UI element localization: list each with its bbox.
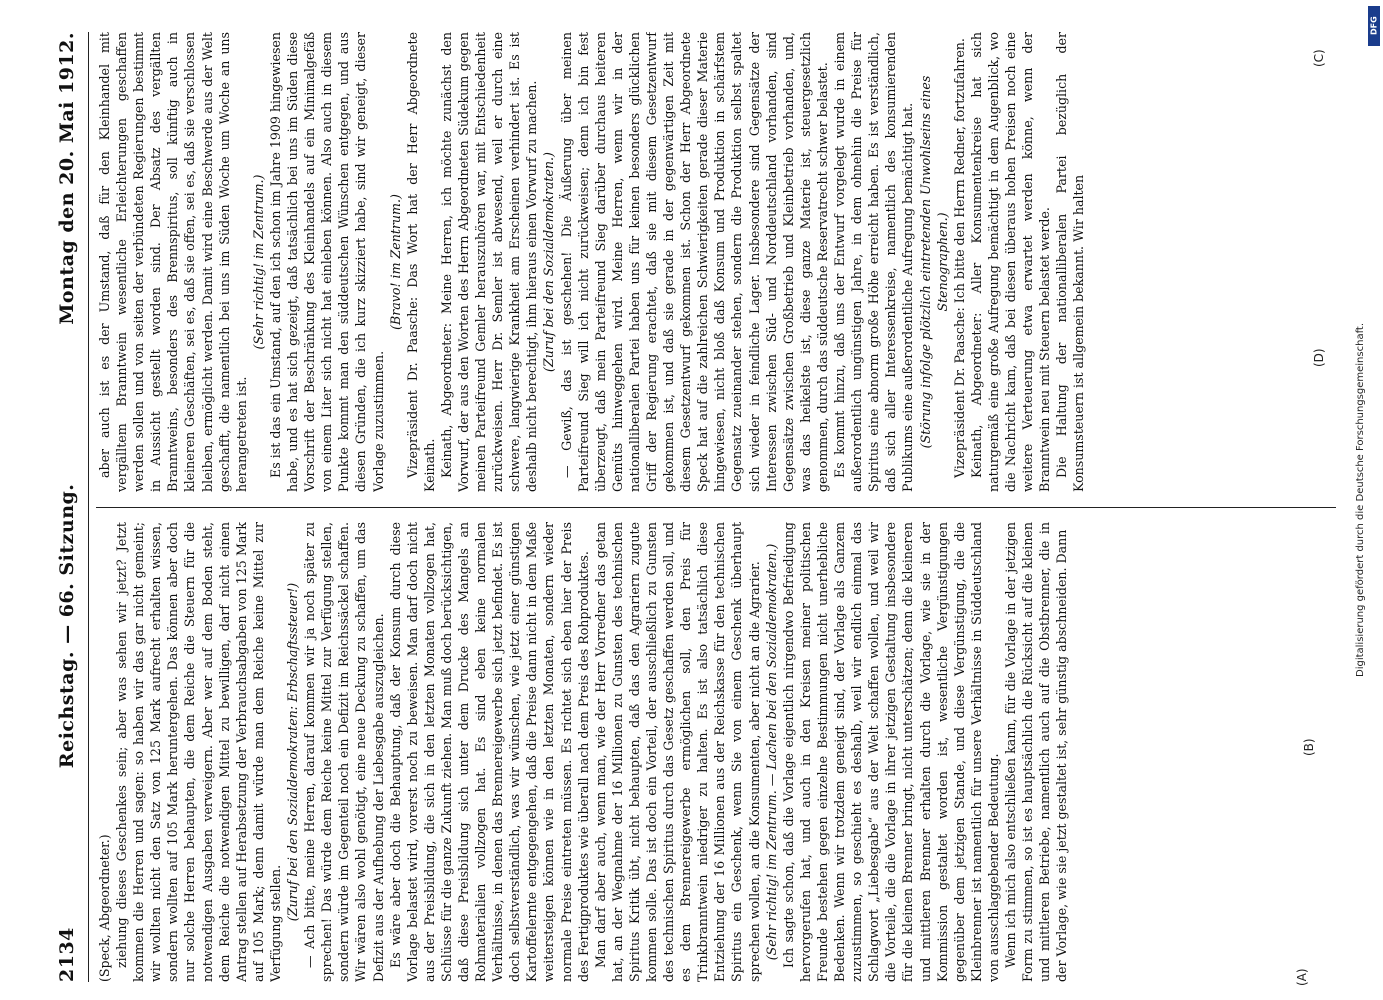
margin-marker-c: (C) [1312,49,1326,67]
left-paragraph: (Zuruf bei den Sozialdemokraten: Erbschaftssteuer!) [285,582,301,922]
left-paragraph: Ich sagte schon, daß die Vorlage eigentlich nirgendwo Befriedigung hervorgerufen hat, und auch in den Kreisen meiner politischen Freunde bestehen gegen einzelne Bestimmungen nicht unerhebliche Bedenken. Wenn wir trotzdem geneigt sind, der Vorlage als Ganzem zuzustimmen, so geschieht es deshalb, weil wir endlich einmal das Schlagwort „Liebesgabe“ aus der Welt schaffen wollen, und weil wir die Vorteile, die die Vorlage in ihrer jetzigen Gestaltung insbesondere für die kleinen Brenner bringt, nicht unterschätzen; denn die kleineren und mittleren Brenner erhalten durch die Vorlage, wie sie in der Kommission gestaltet worden ist, wesentliche Vergünstigungen gegenüber dem jetzigen Stande, und diese Vergünstigung, die die Kleinbrenner ist namentlich für unsere Verhältnisse in Süddeutschland von ausschlaggebender Bedeutung. [780,522,1001,982]
page-title: Reichstag. — 66. Sitzung. [56,483,78,769]
page-number: 2134 [56,927,78,982]
right-paragraph: (Sehr richtig! im Zentrum.) [250,174,266,350]
right-paragraph: Es ist das ein Umstand, auf den ich schon im Jahre 1909 hingewiesen habe, und es hat sich gezeigt, daß tatsächlich bei uns im Süden diese Vorschrift der Beschränkung des Kleinhandels auf ein Minimalgefäß von einem Liter sich nicht hat einleben können. Also auch in diesem Punkte kommt man den süddeutschen Wünschen entgegen, und aus diesen Gründen, die ich kurz skizziert habe, sind wir geneigt, dieser Vorlage zuzustimmen. [267,32,386,492]
left-paragraph: Man darf aber auch, wenn man, wie der Herr Vorredner das getan hat, an der Wegnahme der 16 Millionen zu Gunsten des technischen Spiritus Kritik übt, nicht behaupten, daß das den Agrariern zugute kommen solle. Das ist doch ein Vorteil, der ausschließlich zu Gunsten des technischen Spiritus durch das Gesetz geschaffen werden soll, und es dem Brennereigewerbe ermöglichen soll, den Preis für Trinkbranntwein niedriger zu halten. Es ist also tatsächlich diese Entziehung der 16 Millionen aus der Reichskasse für den technischen Spiritus ein Geschenk, wenn Sie von einem Geschenk überhaupt sprechen wollen, an die Konsumenten, aber nicht an die Agrarier. [592,522,762,982]
right-paragraph: — Gewiß, das ist geschehen! Die Äußerung über meinen Parteifreund Sieg will ich nicht zurückweisen; denn ich bin fest überzeugt, daß mein Parteifreund Sieg darüber durchaus heiteren Gemüts hinweggehen wird. Meine Herren, wenn wir in der nationalliberalen Partei haben uns für keinen besonders glücklichen Griff der Regierung erachtet, daß sie mit diesem Gesetzentwurf gekommen ist, und daß sie gerade in der gegenwärtigen Zeit mit diesem Gesetzentwurf gekommen ist. Schon der Herr Abgeordnete Speck hat auf die zahlreichen Schwierigkeiten gerade dieser Materie hingewiesen, nicht bloß daß Konsum und Produktion in schärfstem Gegensatz zueinander stehen, sondern die Produktion selbst spaltet sich wieder in feindliche Lager. Insbesondere sind Gegensätze der Interessen zwischen Süd- und Norddeutschland vorhanden, sind Gegensätze zwischen Großbetrieb und Kleinbetrieb vorhanden, und, was das heikelste ist, diese ganze Materie ist, steuergesetzlich genommen, durch das süddeutsche Reservatrecht schwer belastet. [558,32,830,492]
left-paragraph: ziehung dieses Geschenkes sein; aber was sehen wir jetzt? Jetzt kommen die Herren und sagen: so haben wir das gar nicht gemeint; wir wollten nicht den Satz von 125 Mark aufrecht erhalten wissen, sondern wollten auf 105 Mark heruntergehen. Das können aber doch nur solche Herren behaupten, die dem Reiche die Steuern für die notwendigen Ausgaben verweigern. Aber wer auf dem Boden steht, dem Reiche die notwendigen Mittel zu bewilligen, darf nicht einen Antrag stellen auf Herabsetzung der Verbrauchsabgaben von 125 Mark auf 105 Mark; denn damit würde man dem Reiche keine Mittel zur Verfügung stellen. [114,522,283,982]
left-paragraph: Wenn ich mich also entschließen kann, für die Vorlage in der jetzigen Form zu stimmen, so ist es hauptsächlich die Rücksicht auf die kleinen und mittleren Betriebe, namentlich auch auf die Obstbrenner, die in der Vorlage, wie sie jetzt gestaltet ist, sehr günstig abschneiden. Dann [1002,522,1070,982]
dfg-logo: DFG [1368,6,1380,46]
left-paragraph: — Ach bitte, meine Herren, darauf kommen wir ja noch später zu sprechen! Das würde dem Reiche keine Mittel zur Verfügung stellen, sondern würde im Gegenteil noch ein Defizit im Reichssäckel schaffen. Wir wären also wohl genötigt, eine neue Deckung zu schaffen, um das Defizit aus der Aufhebung der Liebesgabe auszugleichen. [302,522,386,982]
right-column [96,32,1336,492]
margin-marker-d: (D) [1312,348,1326,367]
right-paragraph: (Bravo! im Zentrum.) [387,194,403,330]
page-date: Montag den 20. Mai 1912. [56,32,78,325]
column-divider [96,507,1336,508]
speaker-tag: (Speck, Abgeordneter.) [97,834,112,982]
right-paragraph: Keinath, Abgeordneter: Aller Konsumentenkreise hat sich naturgemäß eine große Aufregung bemächtigt in dem Augenblick, wo die Nachricht kam, daß bei diesen überaus hohen Preisen noch eine weitere Verteuerung etwa erwartet werden könne, wenn der Branntwein neu mit Steuern belastet werde. [968,32,1053,492]
page-header [50,32,84,982]
right-paragraph: (Zuruf bei den Sozialdemokraten.) [541,152,557,372]
digitization-credit: Digitalisierung gefördert durch die Deutsche Forschungsgemeinschaft. [1355,322,1366,678]
right-paragraph: aber auch ist es der Umstand, daß für den Kleinhandel mit vergälltem Branntwein wesentliche Erleichterungen geschaffen werden sollen und von seiten der verbündeten Regierungen bestimmt in Aussicht gestellt worden sind. Der Absatz des vergällten Branntweins, besonders des Brennspiritus, soll künftig auch in kleineren Geschäften, sei es, daß sie offen, sei es, daß sie verschlossen bleiben, ermöglicht werden. Damit wird eine Beschwerde aus der Welt geschafft, die namentlich bei uns im Süden Woche um Woche an uns herangetreten ist. [97,32,249,492]
right-paragraph: Vizepräsident Dr. Paasche: Ich bitte den Herrn Redner, fortzufahren. [951,38,967,478]
rotated-page [50,32,1340,986]
header-rule [88,32,89,982]
left-column [96,522,1336,982]
right-paragraph: Keinath, Abgeordneter: Meine Herren, ich möchte zunächst den Vorwurf, der aus den Worten des Herrn Abgeordneten Südekum gegen meinen Parteifreund Gemler herauszuhören war, mit Entschiedenheit zurückweisen. Herr Dr. Semler ist abwesend, weil er durch eine schwere, langwierige Krankheit am Erscheinen verhindert ist. Es ist deshalb nicht berechtigt, ihm hieraus einen Vorwurf zu machen. [438,32,540,492]
right-paragraph: (Störung infolge plötzlich eintretenden Unwohlseins eines Stenographen.) [917,75,950,449]
margin-marker-b: (B) [1302,738,1316,756]
margin-marker-a: (A) [1295,968,1309,986]
right-paragraph: Es kommt hinzu, daß uns der Entwurf vorgelegt wurde in einem außerordentlich ungünstigen Jahre, in dem ohnehin die Preise für Spiritus eine abnorm große Höhe erreicht haben. Es ist verständlich, daß sich aller Interessenkreise, namentlich des konsumierenden Publikums eine außerordentliche Aufregung bemächtigt hat. [832,32,916,492]
right-paragraph: Vizepräsident Dr. Paasche: Das Wort hat der Herr Abgeordnete Keinath. [404,32,437,492]
left-paragraph: (Sehr richtig! im Zentrum. — Lachen bei den Sozialdemokraten.) [763,543,779,961]
left-paragraph: Es wäre aber doch die Behauptung, daß der Konsum durch diese Vorlage belastet wird, vorerst noch zu beweisen. Man darf doch nicht aus der Preisbildung, die sich in den letzten Monaten vollzogen hat, Schlüsse für die ganze Zukunft ziehen. Man muß doch berücksichtigen, daß diese Preisbildung sich unter dem Drucke des Mangels an Rohmaterialien vollzogen hat. Es sind eben keine normalen Verhältnisse, in denen das Brennereigewerbe sich jetzt befindet. Es ist doch selbstverständlich, was wir wünschen, wie jetzt einer günstigen Kartoffelernte entgegengehen, daß die Preise dann nicht in dem Maße weitersteigen können wie in den letzten Monaten, sondern wieder normale Preise eintreten müssen. Es richtet sich eben hier der Preis des Fertigproduktes wie überall nach dem Preis des Rohproduktes. [387,522,591,982]
right-paragraph: Die Haltung der nationalliberalen Partei bezüglich der Konsumsteuern ist allgemein bekannt. Wir halten [1054,32,1087,492]
